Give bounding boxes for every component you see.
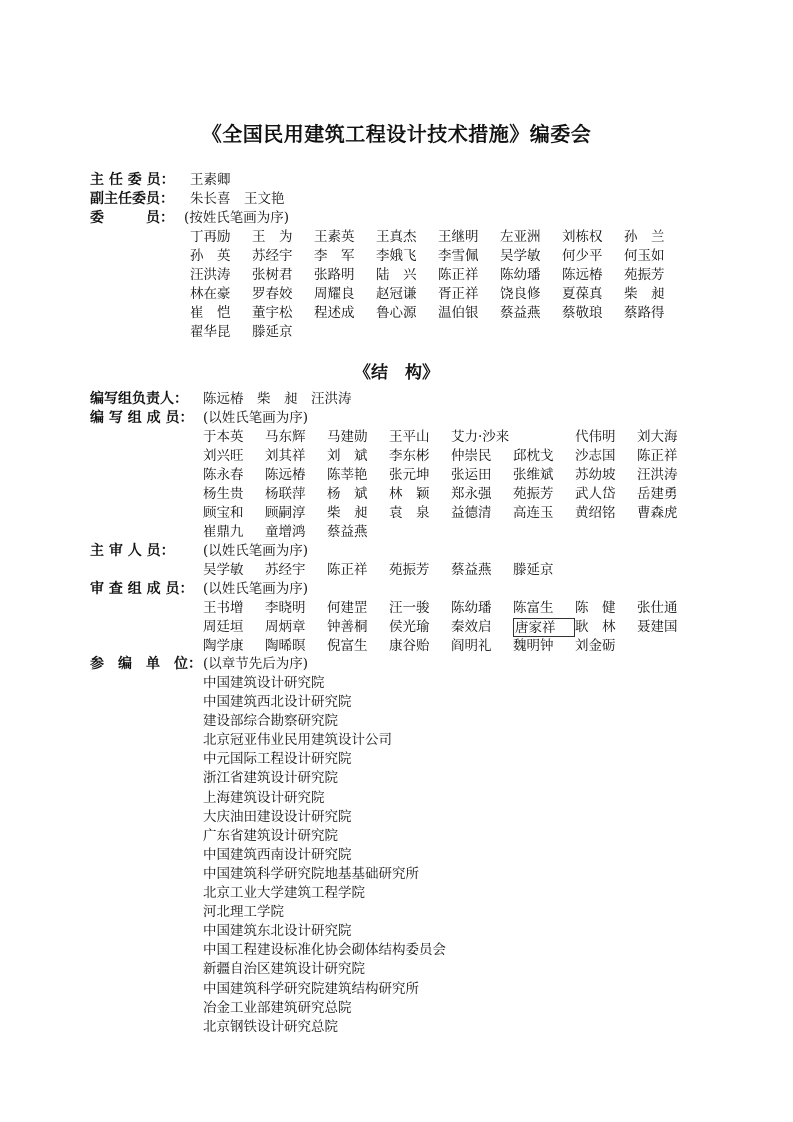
person-name: 黄绍铭 xyxy=(575,505,616,521)
unit-item: 中国建筑西北设计研究院 xyxy=(203,694,352,711)
person-name: 温伯银 xyxy=(438,305,479,321)
person-name: 鲁心源 xyxy=(376,305,417,321)
person-name: 马东辉 xyxy=(265,429,306,445)
person-name: 吴学敏 xyxy=(500,248,541,264)
person-name: 陆 兴 xyxy=(376,267,417,283)
unit-item: 冶金工业部建筑研究总院 xyxy=(203,999,352,1016)
units-list xyxy=(203,674,446,1037)
person-name: 陈远椿 xyxy=(265,467,306,483)
person-name: 陈莘艳 xyxy=(327,467,368,483)
person-name: 袁 泉 xyxy=(389,505,430,521)
units-label: 参 编 单 位： xyxy=(90,656,202,672)
writers-list xyxy=(203,428,763,542)
person-name: 陶学康 xyxy=(203,638,244,654)
person-name: 王真杰 xyxy=(376,229,417,245)
person-name: 赵冠谦 xyxy=(376,286,417,302)
section-title: 《结 构》 xyxy=(354,363,439,383)
person-name: 王平山 xyxy=(389,429,430,445)
person-name: 唐家祥 xyxy=(513,618,575,637)
person-name: 苏经宇 xyxy=(265,562,306,578)
person-name: 李 军 xyxy=(314,248,355,264)
person-name: 林在豪 xyxy=(190,286,231,302)
person-name: 汪洪涛 xyxy=(190,267,231,283)
person-name: 李娥飞 xyxy=(376,248,417,264)
person-name: 苑振芳 xyxy=(624,267,665,283)
person-name: 曹森虎 xyxy=(637,505,678,521)
unit-item: 上海建筑设计研究院 xyxy=(203,789,325,806)
person-name: 王继明 xyxy=(438,229,479,245)
person-name: 丁再励 xyxy=(190,229,231,245)
unit-item: 中国建筑东北设计研究院 xyxy=(203,923,352,940)
writers-note: (以姓氏笔画为序) xyxy=(203,410,309,426)
person-name: 益德清 xyxy=(451,505,492,521)
person-name: 汪洪涛 xyxy=(637,467,678,483)
person-name: 刘金砺 xyxy=(575,638,616,654)
person-name: 陈正祥 xyxy=(438,267,479,283)
vice-chair-label: 副主任委员： xyxy=(90,191,174,207)
person-name: 王书增 xyxy=(203,600,244,616)
unit-item: 北京工业大学建筑工程学院 xyxy=(203,885,365,902)
person-name: 代伟明 xyxy=(575,429,616,445)
person-name: 聂建国 xyxy=(637,619,678,635)
reviewers-label: 主 审 人 员： xyxy=(90,543,175,559)
person-name: 张维斌 xyxy=(513,467,554,483)
person-name: 滕延京 xyxy=(252,324,293,340)
vice-chair-names: 朱长喜 王文艳 xyxy=(190,191,285,207)
person-name: 高连玉 xyxy=(513,505,554,521)
person-name: 陶晞暝 xyxy=(265,638,306,654)
person-name: 王素英 xyxy=(314,229,355,245)
person-name: 陈正祥 xyxy=(637,448,678,464)
person-name: 侯光瑜 xyxy=(389,619,430,635)
person-name: 何建罡 xyxy=(327,600,368,616)
reviewers-list xyxy=(203,561,763,580)
person-name: 蔡益燕 xyxy=(327,524,368,540)
person-name: 蔡敬琅 xyxy=(562,305,603,321)
person-name: 于本英 xyxy=(203,429,244,445)
person-name: 康谷贻 xyxy=(389,638,430,654)
person-name: 倪富生 xyxy=(327,638,368,654)
person-name: 孙 兰 xyxy=(624,229,665,245)
person-name: 张路明 xyxy=(314,267,355,283)
person-name: 胥正祥 xyxy=(438,286,479,302)
person-name: 蔡益燕 xyxy=(500,305,541,321)
person-name: 岳建勇 xyxy=(637,486,678,502)
person-name: 陈 健 xyxy=(575,600,616,616)
person-name: 苑振芳 xyxy=(513,486,554,502)
person-name: 杨联萍 xyxy=(265,486,306,502)
person-name: 张运田 xyxy=(451,467,492,483)
person-name: 周廷垣 xyxy=(203,619,244,635)
person-name: 陈幼璠 xyxy=(451,600,492,616)
person-name: 何少平 xyxy=(562,248,603,264)
person-name: 张元坤 xyxy=(389,467,430,483)
person-name: 何玉如 xyxy=(624,248,665,264)
unit-item: 浙江省建筑设计研究院 xyxy=(203,770,338,787)
review-group-list xyxy=(203,599,763,656)
writers-label: 编 写 组 成 员： xyxy=(90,410,194,426)
review-group-note: (以姓氏笔画为序) xyxy=(203,581,309,597)
person-name: 沙志国 xyxy=(575,448,616,464)
lead-names: 陈远椿 柴 昶 汪洪涛 xyxy=(203,391,352,407)
members-label: 委 员： xyxy=(90,210,174,226)
person-name: 马建勋 xyxy=(327,429,368,445)
person-name: 刘兴旺 xyxy=(203,448,244,464)
unit-item: 中国建筑西南设计研究院 xyxy=(203,846,352,863)
person-name: 刘其祥 xyxy=(265,448,306,464)
person-name: 陈幼璠 xyxy=(500,267,541,283)
chair-name: 王素卿 xyxy=(190,172,231,188)
person-name: 董宇松 xyxy=(252,305,293,321)
person-name: 张树君 xyxy=(252,267,293,283)
person-name: 周耀良 xyxy=(314,286,355,302)
person-name: 周炳章 xyxy=(265,619,306,635)
unit-item: 中国建筑科学研究院地基基础研究所 xyxy=(203,865,419,882)
person-name: 张仕通 xyxy=(637,600,678,616)
person-name: 童增鸿 xyxy=(265,524,306,540)
person-name: 顾宝和 xyxy=(203,505,244,521)
unit-item: 中国工程建设标准化协会砌体结构委员会 xyxy=(203,942,446,959)
person-name: 苏经宇 xyxy=(252,248,293,264)
unit-item: 中元国际工程设计研究院 xyxy=(203,751,352,768)
unit-item: 新疆自治区建筑设计研究院 xyxy=(203,961,365,978)
person-name: 苏幼坡 xyxy=(575,467,616,483)
person-name: 崔 恺 xyxy=(190,305,231,321)
person-name: 武人岱 xyxy=(575,486,616,502)
person-name: 陈正祥 xyxy=(327,562,368,578)
unit-item: 广东省建筑设计研究院 xyxy=(203,827,338,844)
person-name: 蔡路得 xyxy=(624,305,665,321)
units-note: (以章节先后为序) xyxy=(203,656,309,672)
person-name: 王 为 xyxy=(252,229,293,245)
person-name: 刘栋权 xyxy=(562,229,603,245)
person-name: 左亚洲 xyxy=(500,229,541,245)
members-list xyxy=(190,228,750,342)
person-name: 李雪佩 xyxy=(438,248,479,264)
unit-item: 大庆油田建设设计研究院 xyxy=(203,808,352,825)
unit-item: 中国建筑科学研究院建筑结构研究所 xyxy=(203,980,419,997)
person-name: 饶良修 xyxy=(500,286,541,302)
lead-label: 编写组负责人： xyxy=(90,391,188,407)
person-name: 苑振芳 xyxy=(389,562,430,578)
person-name: 滕延京 xyxy=(513,562,554,578)
person-name: 林 颖 xyxy=(389,486,430,502)
chair-label: 主 任 委 员： xyxy=(90,172,175,188)
person-name: 顾嗣淳 xyxy=(265,505,306,521)
person-name: 程述成 xyxy=(314,305,355,321)
person-name: 柴 昶 xyxy=(624,286,665,302)
person-name: 仲崇民 xyxy=(451,448,492,464)
person-name: 耿 林 xyxy=(575,619,616,635)
unit-item: 中国建筑设计研究院 xyxy=(203,675,325,691)
unit-item: 河北理工学院 xyxy=(203,904,284,921)
person-name: 刘大海 xyxy=(637,429,678,445)
person-name: 陈永春 xyxy=(203,467,244,483)
person-name: 夏葆真 xyxy=(562,286,603,302)
person-name: 郑永强 xyxy=(451,486,492,502)
person-name: 蔡益燕 xyxy=(451,562,492,578)
person-name: 邱枕戈 xyxy=(513,448,554,464)
person-name: 翟华昆 xyxy=(190,324,231,340)
person-name: 杨生贵 xyxy=(203,486,244,502)
unit-item: 北京冠亚伟业民用建筑设计公司 xyxy=(203,732,392,749)
person-name: 刘 斌 xyxy=(327,448,368,464)
person-name: 艾力·沙来 xyxy=(451,429,510,445)
person-name: 魏明钟 xyxy=(513,638,554,654)
person-name: 孙 英 xyxy=(190,248,231,264)
person-name: 罗春姣 xyxy=(252,286,293,302)
person-name: 李东彬 xyxy=(389,448,430,464)
members-note: (按姓氏笔画为序) xyxy=(184,210,290,226)
person-name: 李晓明 xyxy=(265,600,306,616)
person-name: 吴学敏 xyxy=(203,562,244,578)
unit-item: 建设部综合勘察研究院 xyxy=(203,713,338,730)
person-name: 汪一骏 xyxy=(389,600,430,616)
person-name: 陈富生 xyxy=(513,600,554,616)
person-name: 阎明礼 xyxy=(451,638,492,654)
person-name: 钟善桐 xyxy=(327,619,368,635)
person-name: 陈远椿 xyxy=(562,267,603,283)
unit-item: 北京钢铁设计研究总院 xyxy=(203,1018,338,1035)
review-group-label: 审 查 组 成 员： xyxy=(90,581,194,597)
person-name: 崔鼎九 xyxy=(203,524,244,540)
person-name: 杨 斌 xyxy=(327,486,368,502)
person-name: 秦效启 xyxy=(451,619,492,635)
reviewers-note: (以姓氏笔画为序) xyxy=(203,543,309,559)
person-name: 柴 昶 xyxy=(327,505,368,521)
page-title: 《全国民用建筑工程设计技术措施》编委会 xyxy=(201,122,592,146)
